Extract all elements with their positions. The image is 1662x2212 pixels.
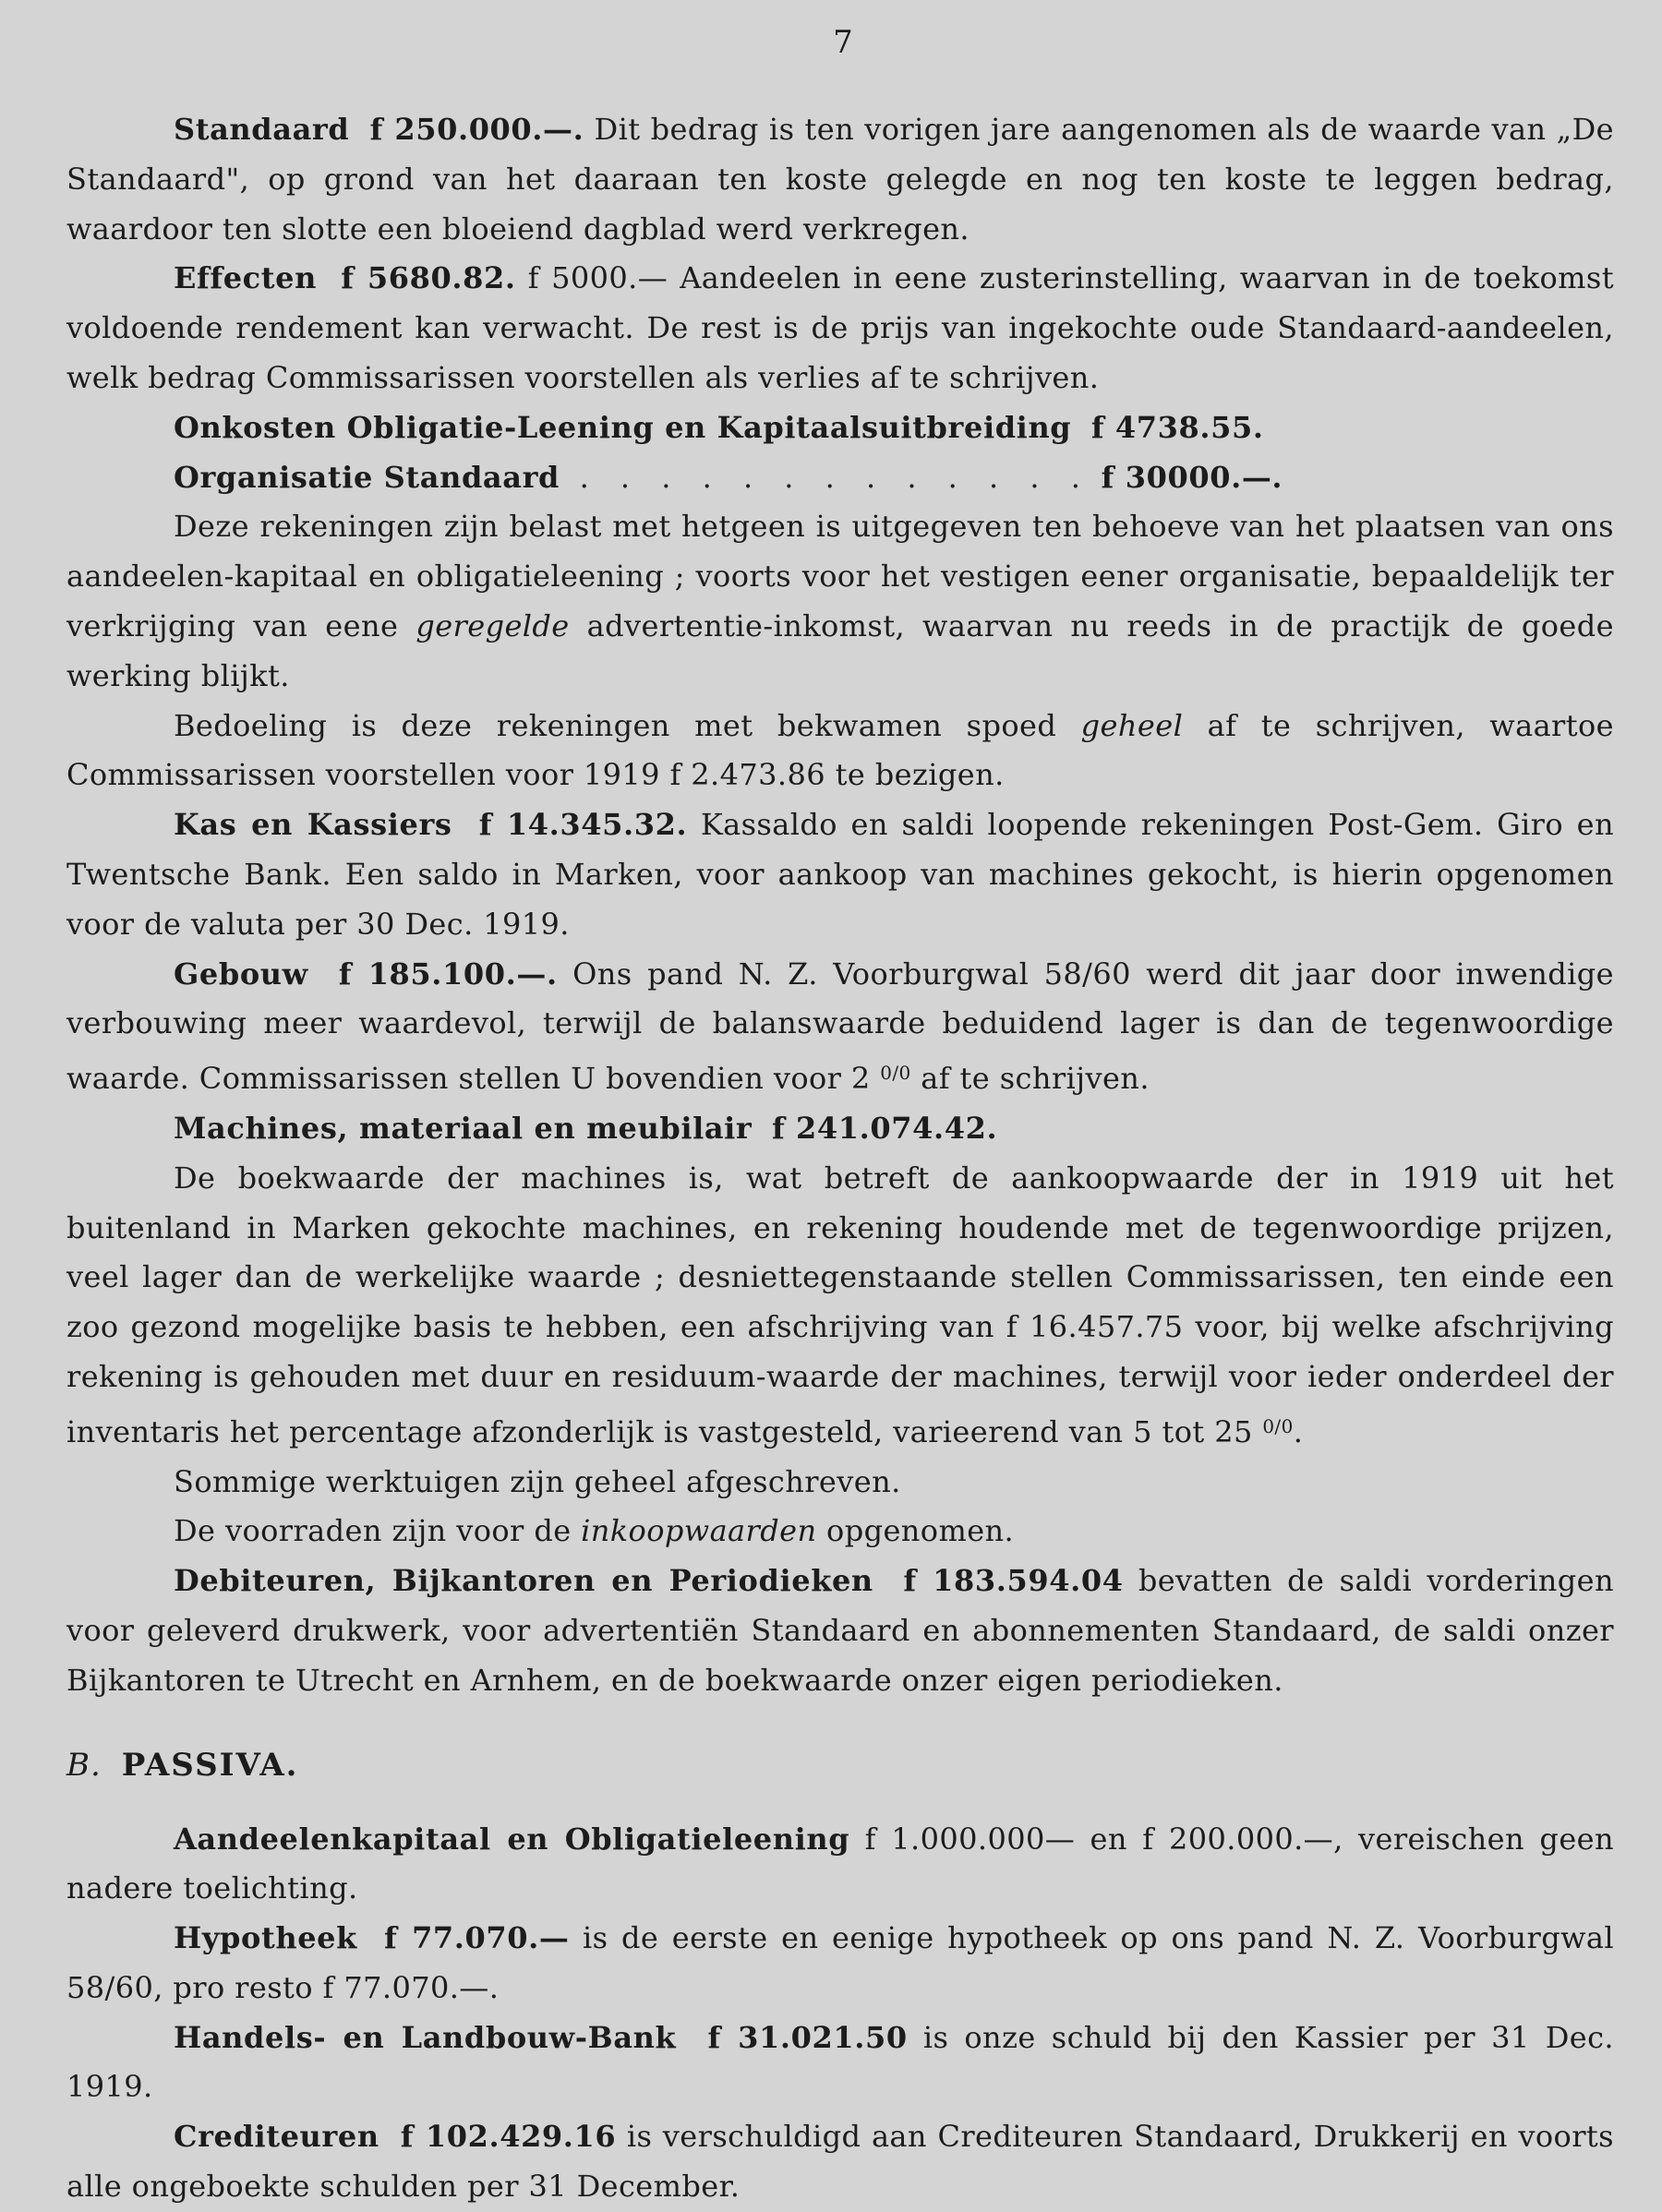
- text-bedoeling-1: Bedoeling is deze rekeningen met bekwamen spoed: [174, 707, 1081, 743]
- amount-crediteuren: f 102.429.16: [400, 2119, 617, 2155]
- section-letter: B.: [66, 1746, 102, 1784]
- text-standaard: Dit bedrag is ten vorigen jare aangenomen als de waarde van „De Standaard", op grond van het daaraan ten koste gelegde en nog ten koste te leggen bedrag, waardoor ten slotte een bloeiend dagblad werd verkregen.: [66, 112, 1614, 246]
- text-deze-italic: geregelde: [416, 607, 570, 643]
- percent-sign-boekwaarde: 0/0: [1262, 1414, 1294, 1437]
- paragraph-deze-rekeningen: [66, 502, 1614, 701]
- amount-gebouw: f 185.100.—.: [338, 956, 558, 992]
- paragraph-machines: [66, 1104, 1614, 1154]
- paragraph-onkosten: [66, 403, 1614, 453]
- amount-machines: f 241.074.42.: [771, 1110, 998, 1146]
- dot-leader: . . . . . . . . . . . . .: [579, 459, 1091, 495]
- text-boekwaarde-2: .: [1293, 1413, 1304, 1449]
- heading-effecten: Effecten: [174, 260, 317, 296]
- text-gebouw-1: Ons pand N. Z. Voorburgwal 58/60 werd dit jaar door inwendige verbouwing meer waardevol, terwijl de balanswaarde beduidend lager is dan de tegenwoordige waarde. Commissarissen stellen U bovendien voor 2: [66, 956, 1614, 1097]
- heading-debiteuren: Debiteuren, Bijkantoren en Periodieken: [174, 1563, 873, 1599]
- text-voorraden-italic: inkoopwaarden: [581, 1513, 817, 1549]
- paragraph-handels: [66, 2014, 1614, 2113]
- heading-gebouw: Gebouw: [174, 956, 308, 992]
- amount-handels: f 31.021.50: [707, 2019, 908, 2055]
- paragraph-debiteuren: [66, 1557, 1614, 1705]
- text-bedoeling-italic: geheel: [1080, 707, 1184, 743]
- paragraph-kas: [66, 800, 1614, 949]
- heading-standaard: Standaard: [174, 112, 350, 147]
- heading-kas: Kas en Kassiers: [174, 807, 452, 843]
- amount-hypotheek: f 77.070.—: [383, 1920, 570, 1956]
- amount-effecten: f 5680.82.: [341, 260, 516, 296]
- text-kas: Kassaldo en saldi loopende rekeningen Post-Gem. Giro en Twentsche Bank. Een saldo in Marken, voor aankoop van machines gekocht, is hierin opgenomen voor de valuta per 30 Dec. 1919.: [66, 807, 1614, 942]
- section-heading-passiva: [66, 1739, 1614, 1791]
- paragraph-hypotheek: [66, 1914, 1614, 2014]
- heading-onkosten: Onkosten Obligatie-Leening en Kapitaalsuitbreiding: [174, 409, 1072, 445]
- text-crediteuren: is verschuldigd aan Crediteuren Standaard, Drukkerij en voorts alle ongeboekte schulden per 31 December.: [66, 2119, 1614, 2205]
- page-number: 7: [833, 24, 853, 61]
- heading-machines: Machines, materiaal en meubilair: [174, 1110, 753, 1146]
- section-title: PASSIVA.: [121, 1746, 299, 1784]
- paragraph-standaard: [66, 105, 1614, 254]
- percent-sign-gebouw: 0/0: [880, 1062, 911, 1085]
- text-deze-2: advertentie-inkomst, waarvan nu reeds in de practijk de goede werking blijkt.: [66, 607, 1614, 693]
- heading-handels: Handels- en Landbouw-Bank: [174, 2019, 677, 2055]
- paragraph-voorraden: [66, 1507, 1614, 1557]
- amount-kas: f 14.345.32.: [478, 807, 688, 843]
- heading-aandeelenkapitaal: Aandeelenkapitaal en Obligatieleening: [174, 1821, 850, 1857]
- paragraph-organisatie: [66, 453, 1614, 503]
- paragraph-boekwaarde: [66, 1154, 1614, 1458]
- text-effecten: f 5000.— Aandeelen in eene zusterinstelling, waarvan in de toekomst voldoende rendement kan verwacht. De rest is de prijs van ingekochte oude Standaard-aandeelen, welk bedrag Commissarissen voorstellen als verlies af te schrijven.: [66, 260, 1614, 395]
- text-gebouw-2: af te schrijven.: [910, 1061, 1150, 1097]
- text-bedoeling-2: af te schrijven, waartoe Commissarissen voorstellen voor 1919 f 2.473.86 te bezigen.: [66, 707, 1615, 793]
- paragraph-crediteuren: [66, 2112, 1614, 2212]
- paragraph-effecten: [66, 254, 1614, 403]
- amount-organisatie: f 30000.—.: [1101, 459, 1283, 495]
- heading-organisatie: Organisatie Standaard: [174, 459, 560, 495]
- text-debiteuren: bevatten de saldi vorderingen voor geleverd drukwerk, voor advertentiën Standaard en abonnementen Standaard, de saldi onzer Bijkantoren te Utrecht en Arnhem, en de boekwaarde onzer eigen periodieken.: [66, 1563, 1614, 1698]
- text-hypotheek: is de eerste en eenige hypotheek op ons pand N. Z. Voorburgwal 58/60, pro resto f 77.070.—.: [66, 1920, 1614, 2005]
- text-voorraden-1: De voorraden zijn voor de: [174, 1513, 582, 1549]
- text-boekwaarde-1: De boekwaarde der machines is, wat betreft de aankoopwaarde der in 1919 uit het buitenland in Marken gekochte machines, en rekening houdende met de tegenwoordige prijzen, veel lager dan de werkelijke waarde ; desniettegenstaande stellen Commissarissen, ten einde een zoo gezond mogelijke basis te hebben, een afschrijving van f 16.457.75 voor, bij welke afschrijving rekening is gehouden met duur en residuum-waarde der machines, terwijl voor ieder onderdeel der inventaris het percentage afzonderlijk is vastgesteld, varieerend van 5 tot 25: [66, 1160, 1614, 1449]
- amount-onkosten: f 4738.55.: [1090, 409, 1264, 445]
- amount-standaard: f 250.000.—.: [369, 112, 584, 147]
- paragraph-gebouw: [66, 950, 1614, 1104]
- text-aandeelenkapitaal: f 1.000.000— en f 200.000.—, vereischen geen nadere toelichting.: [66, 1821, 1615, 1906]
- heading-hypotheek: Hypotheek: [174, 1920, 357, 1956]
- paragraph-bedoeling: [66, 702, 1614, 801]
- text-sommige: Sommige werktuigen zijn geheel afgeschreven.: [174, 1463, 901, 1499]
- text-voorraden-2: opgenomen.: [816, 1513, 1015, 1549]
- heading-crediteuren: Crediteuren: [174, 2119, 379, 2155]
- paragraph-sommige: [66, 1458, 1614, 1508]
- text-deze-1: Deze rekeningen zijn belast met hetgeen is uitgegeven ten behoeve van het plaatsen van ons aandeelen-kapitaal en obligatieleening ; voorts voor het vestigen eener organisatie, bepaaldelijk ter verkrijging van eene: [66, 509, 1614, 643]
- amount-debiteuren: f 183.594.04: [903, 1563, 1124, 1599]
- paragraph-aandeelenkapitaal: [66, 1815, 1614, 1915]
- text-handels: is onze schuld bij den Kassier per 31 Dec. 1919.: [66, 2019, 1614, 2105]
